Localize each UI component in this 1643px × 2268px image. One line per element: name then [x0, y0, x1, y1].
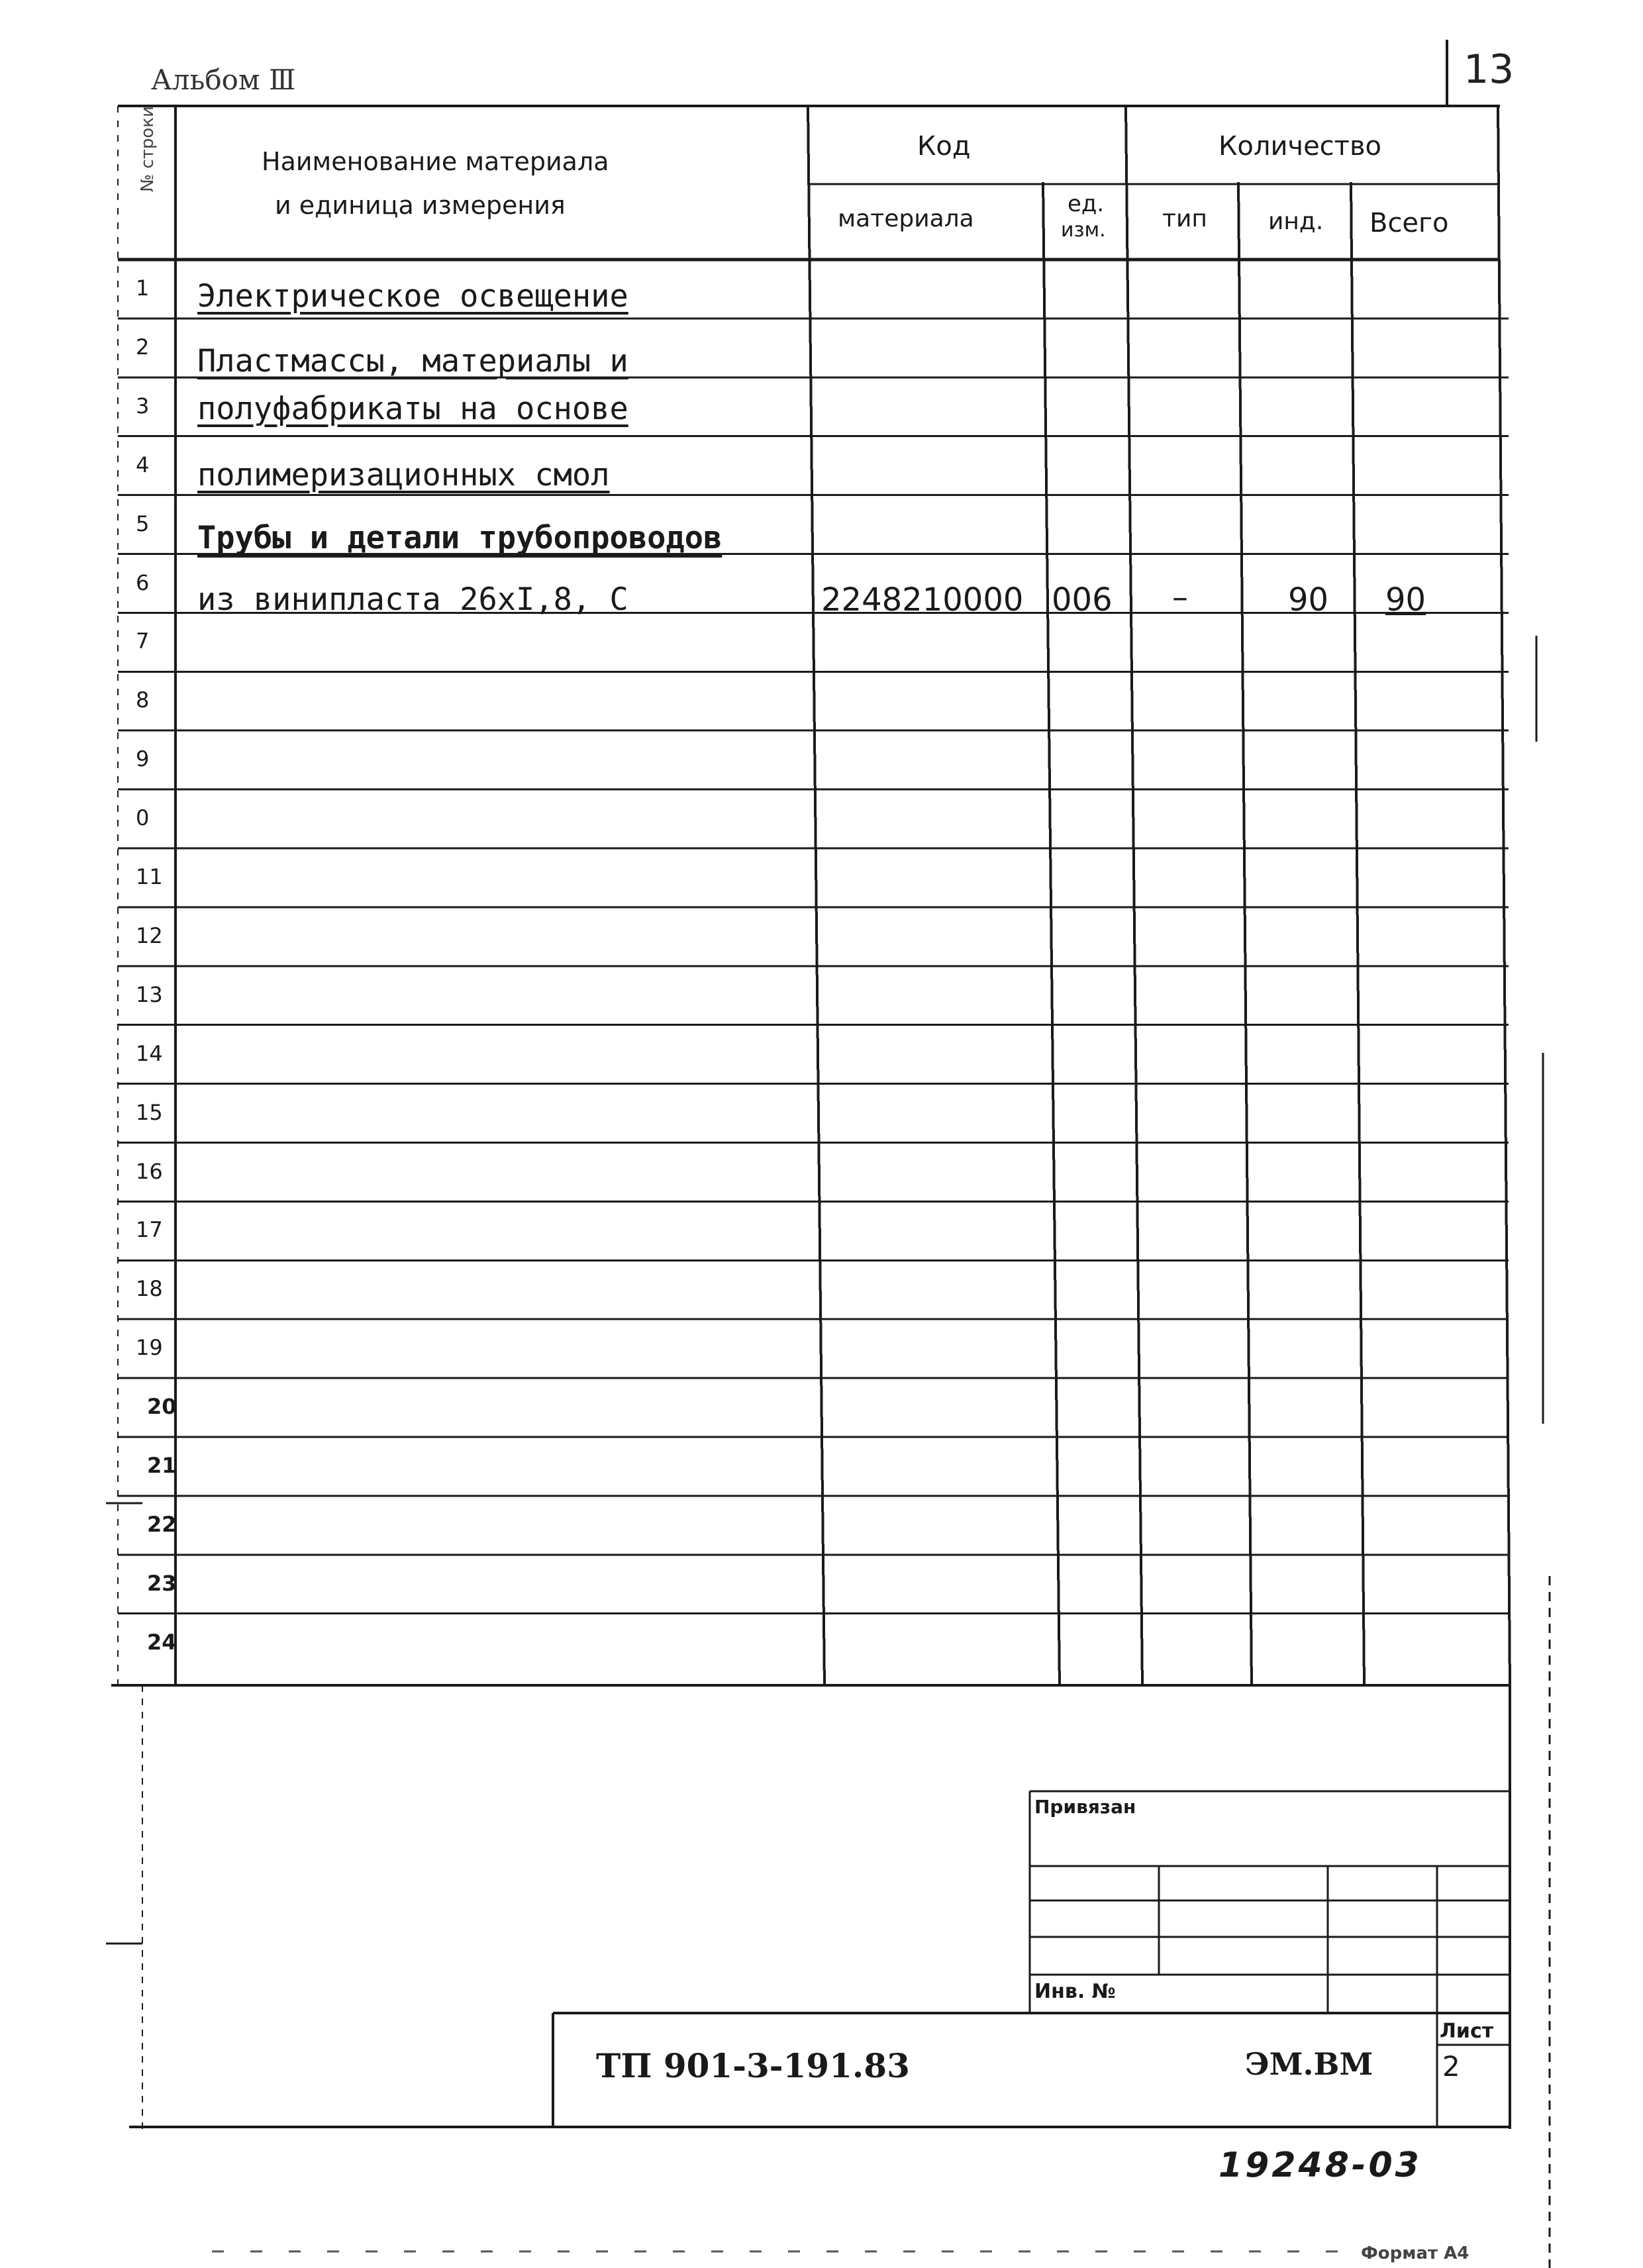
code-group-header: Код — [917, 131, 971, 162]
row-type-6: – — [1172, 579, 1188, 616]
row-number: 8 — [136, 687, 150, 713]
row-number: 2 — [136, 334, 150, 360]
sheet-number: 2 — [1442, 2050, 1460, 2083]
inventory-number-label: Инв. № — [1034, 1980, 1116, 2003]
row-number: 17 — [136, 1217, 163, 1243]
row-number: 11 — [136, 864, 163, 889]
document-number: ТП 901-3-191.83 — [596, 2046, 910, 2085]
row-number: 15 — [136, 1099, 163, 1125]
row-number: 6 — [136, 569, 150, 595]
quantity-type-header: тип — [1162, 205, 1207, 232]
row-name-3: полуфабрикаты на основе — [197, 391, 628, 427]
row-name-2: Пластмассы, материалы и — [197, 343, 628, 379]
row-code-6: 2248210000 — [821, 581, 1024, 618]
row-number: 4 — [136, 452, 150, 477]
row-number: 19 — [136, 1335, 163, 1361]
album-label: Альбом Ⅲ — [151, 64, 296, 96]
row-number-column-header: № строки — [137, 106, 158, 192]
row-number: 21 — [147, 1453, 177, 1478]
row-name-1: Электрическое освещение — [197, 278, 628, 315]
row-unit-6: 006 — [1052, 581, 1113, 618]
row-number: 9 — [136, 746, 150, 772]
row-number: 14 — [136, 1040, 163, 1066]
quantity-individual-header: инд. — [1268, 208, 1324, 235]
name-column-header-line2: и единица измерения — [275, 191, 566, 220]
document-code: ЭМ.ВМ — [1245, 2046, 1373, 2082]
unit-header-line2: изм. — [1061, 219, 1106, 242]
page-number: 13 — [1464, 46, 1515, 93]
row-total-6: 90 — [1385, 581, 1426, 618]
row-ind-6: 90 — [1288, 581, 1329, 618]
row-number: 18 — [136, 1276, 163, 1302]
row-number: 1 — [136, 275, 150, 301]
quantity-total-header: Всего — [1369, 208, 1449, 238]
format-label: Формат А4 — [1361, 2243, 1469, 2263]
material-code-header: материала — [838, 205, 974, 232]
row-number: 12 — [136, 922, 163, 948]
row-number: 20 — [147, 1394, 177, 1420]
row-name-6: из винипласта 26хI,8, С — [197, 581, 628, 618]
row-number: 13 — [136, 981, 163, 1007]
quantity-group-header: Количество — [1219, 131, 1382, 162]
row-name-4: полимеризационных смол — [197, 457, 610, 493]
unit-header-line1: ед. — [1068, 191, 1105, 217]
name-column-header-line1: Наименование материала — [262, 147, 609, 176]
sheet-label: Лист — [1440, 2020, 1494, 2043]
archive-number: 19248-03 — [1219, 2145, 1422, 2185]
row-number: 0 — [136, 805, 150, 831]
row-number: 5 — [136, 511, 150, 536]
row-number: 24 — [147, 1629, 177, 1655]
row-number: 22 — [147, 1511, 177, 1537]
row-number: 23 — [147, 1570, 177, 1596]
row-number: 16 — [136, 1158, 163, 1184]
row-name-5: Трубы и детали трубопроводов — [197, 520, 722, 556]
row-number: 3 — [136, 393, 150, 419]
row-number: 7 — [136, 628, 150, 654]
attached-label: Привязан — [1034, 1796, 1136, 1818]
